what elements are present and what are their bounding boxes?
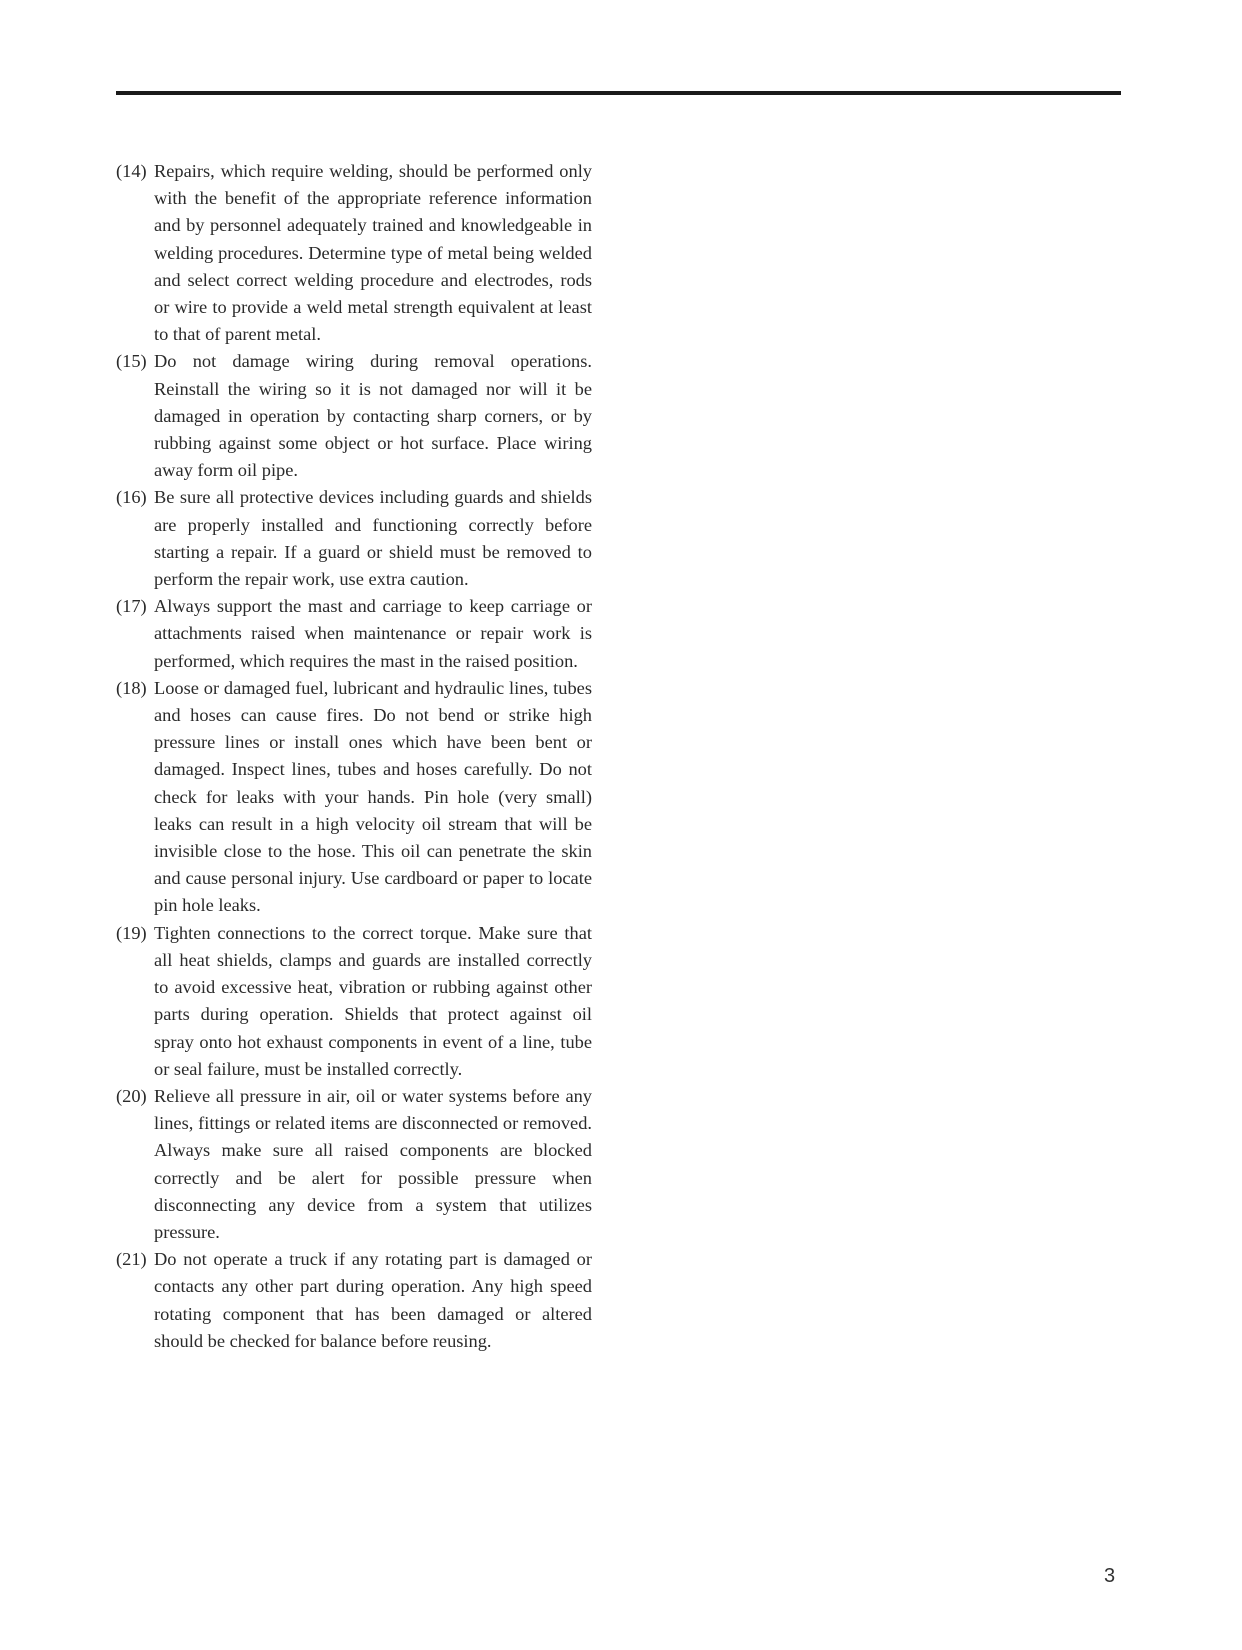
list-item xyxy=(116,920,592,1083)
item-number: (20) xyxy=(116,1085,147,1106)
item-text: Be sure all protective devices including guards and shields are properly installed and functioning correctly before starting a repair. If a guard or shield must be removed to perform the repair work, use extra caution. xyxy=(154,487,592,590)
item-text: Loose or damaged fuel, lubricant and hydraulic lines, tubes and hoses can cause fires. Do not bend or strike high pressure lines or install ones which have been bent or damaged. Inspect lines, tubes and hoses carefully. Do not check for leaks with your hands. Pin hole (very small) leaks can result in a high velocity oil stream that will be invisible close to the hose. This oil can penetrate the skin and cause personal injury. Use cardboard or paper to locate pin hole leaks. xyxy=(154,677,592,916)
item-number: (16) xyxy=(116,487,147,508)
item-text: Tighten connections to the correct torque. Make sure that all heat shields, clamps and guards are installed correctly to avoid excessive heat, vibration or rubbing against other parts during operation. Shields that protect against oil spray onto hot exhaust components in event of a line, tube or seal failure, must be installed correctly. xyxy=(154,922,592,1079)
item-text: Do not damage wiring during removal operations. Reinstall the wiring so it is not damaged nor will it be damaged in operation by contacting sharp corners, or by rubbing against some object or hot surface. Place wiring away form oil pipe. xyxy=(154,351,592,481)
list-item xyxy=(116,675,592,920)
list-item xyxy=(116,484,592,593)
item-number: (17) xyxy=(116,596,147,617)
page-number: 3 xyxy=(1104,1565,1116,1587)
item-number: (14) xyxy=(116,161,147,181)
safety-instructions-list xyxy=(116,158,592,1355)
list-item xyxy=(116,593,592,675)
item-number: (18) xyxy=(116,677,147,698)
item-number: (21) xyxy=(116,1249,147,1270)
list-item xyxy=(116,348,592,484)
item-number: (15) xyxy=(116,351,147,372)
list-item xyxy=(116,1246,592,1355)
item-text: Repairs, which require welding, should be performed only with the benefit of the appropriate reference information and by personnel adequately trained and knowledgeable in welding procedures. Determine type of metal being welded and select correct welding procedure and electrodes, rods or wire to provide a weld metal strength equivalent at least to that of parent metal. xyxy=(154,161,592,345)
item-text: Relieve all pressure in air, oil or water systems before any lines, fittings or related items are disconnected or removed. Always make sure all raised components are blocked correctly and be alert for possible pressure when disconnecting any device from a system that utilizes pressure. xyxy=(154,1085,592,1242)
header-rule xyxy=(116,91,1121,95)
list-item xyxy=(116,158,592,348)
list-item xyxy=(116,1083,592,1246)
item-number: (19) xyxy=(116,922,147,943)
item-text: Do not operate a truck if any rotating part is damaged or contacts any other part during operation. Any high speed rotating component that has been damaged or altered should be checked for balance before reusing. xyxy=(154,1249,592,1351)
item-text: Always support the mast and carriage to keep carriage or attachments raised when maintenance or repair work is performed, which requires the mast in the raised position. xyxy=(154,596,592,671)
